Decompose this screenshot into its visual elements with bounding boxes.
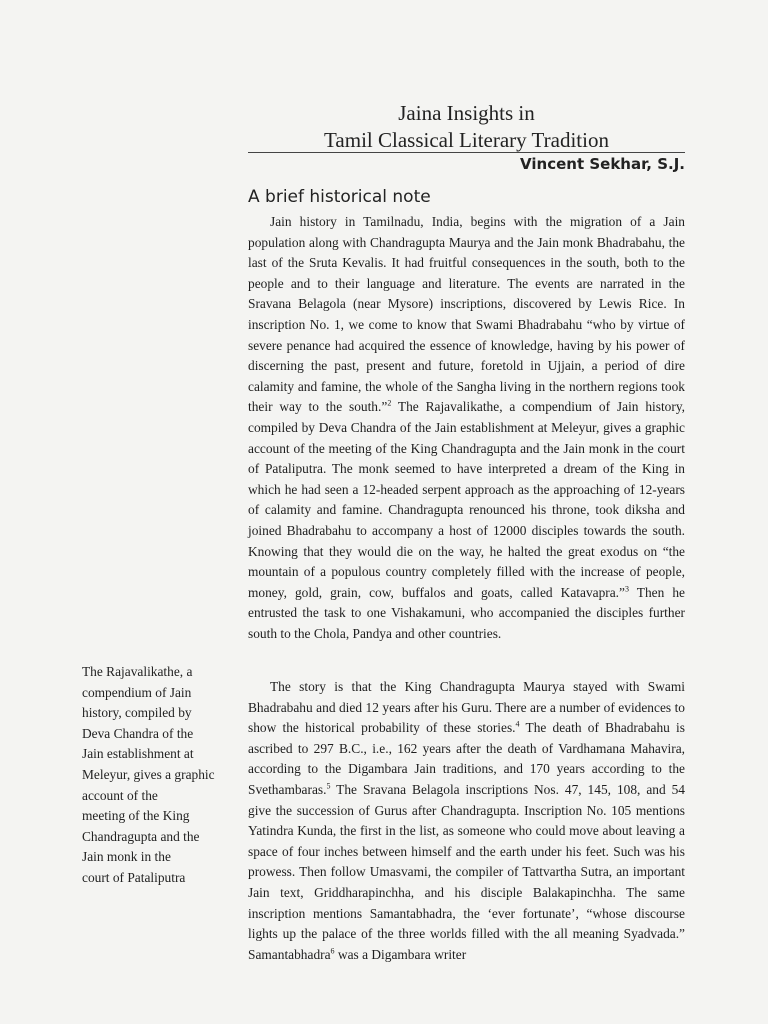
title-line-1: Jaina Insights in [398,101,535,125]
section-heading: A brief historical note [248,187,431,207]
pull-quote-line: meeting of the King [82,808,190,824]
paragraph-2-text-a: The story is that the King Chandragupta Maurya stayed with Swami Bhadrabahu and died 12 years after his Guru. There are a number of evidences to show the historical probability of these stories. [248,679,685,736]
pull-quote-line: Jain establishment at [82,746,194,762]
paragraph-1-text-a: Jain history in Tamilnadu, India, begins with the migration of a Jain population along with Chandragupta Maurya and the Jain monk Bhadrabahu, the last of the Sruta Kevalis. It had fruitful consequences in the south, both to the people and to their language and literature. The events are narrated in the Sravana Belagola (near Mysore) inscriptions, discovered by Lewis Rice. In inscription No. 1, we come to know that Swami Bhadrabahu “who by virtue of severe penance had acquired the essence of knowledge, having by his power of discerning the past, present and future, foretold in Ujjain, a period of dire calamity and famine, the whole of the Sangha living in the northern regions took their way to the south.” [248,214,685,415]
paragraph-2-text-c: The Sravana Belagola inscriptions Nos. 47, 145, 108, and 54 give the succession of Gurus after Chandragupta. Inscription No. 105 mentions Yatindra Kunda, the first in the list, as someone who could move about leaving a space of four inches between himself and the earth under his feet. Such was his prowess. Then follow Umasvami, the compiler of Tattvartha Sutra, an important Jain text, Griddharapinchha, and his disciple Balakapinchha. The same inscription mentions Samantabhadra, the ‘ever fortunate’, “whose discourse lights up the palace of the three worlds filled with the all meaning Syadvada.” Samantabhadra [248,781,685,962]
footnote-ref-2: 2 [387,398,392,408]
paragraph-1-text-c: Then he entrusted the task to one Vishakamuni, who accompanied the disciples further south to the Chola, Pandya and other countries. [248,584,685,641]
footnote-ref-3: 3 [624,584,629,594]
pull-quote-line: court of Pataliputra [82,869,186,885]
paragraph-1-text-b: The Rajavalikathe, a compendium of Jain history, compiled by Deva Chandra of the Jain establishment at Meleyur, gives a graphic account of the meeting of the King Chandragupta and the Jain monk in the court of Pataliputra. The monk seemed to have interpreted a dream of the King in which he had seen a 12-headed serpent approach as the approaching of 12-years of calamity and famine. Chandragupta renounced his throne, took diksha and joined Bhadrabahu to accompany a host of 12000 disciples towards the south. Knowing that they would die on the way, he halted the great exodus on “the mountain of a populous country completely filled with the increase of people, money, gold, grain, cow, buffalos and goats, called Katavapra.” [248,399,686,600]
article-title [248,100,685,154]
pull-quote-line: Deva Chandra of the [82,725,194,741]
pull-quote-line: Jain monk in the [82,849,171,865]
footnote-ref-6: 6 [330,946,335,956]
body-paragraph-2 [248,677,685,965]
author-name: Vincent Sekhar, S.J. [520,155,685,173]
body-paragraph-1 [248,212,685,644]
title-line-2: Tamil Classical Literary Tradition [324,128,609,152]
pull-quote-line: history, compiled by [82,705,192,721]
pull-quote-line: Meleyur, gives a graphic [82,766,215,782]
footnote-ref-5: 5 [326,781,331,791]
pull-quote-line: Chandragupta and the [82,828,200,844]
pull-quote-line: account of the [82,787,158,803]
footnote-ref-4: 4 [515,719,520,729]
pull-quote-line: The Rajavalikathe, a [82,664,193,679]
sidebar-pull-quote [82,662,232,889]
paragraph-2-text-d: was a Digambara writer [334,946,467,962]
title-rule [248,152,685,153]
paragraph-2-text-b: The death of Bhadrabahu is ascribed to 297 B.C., i.e., 162 years after the death of Vardhamana Mahavira, according to the Digambara Jain traditions, and 170 years according to the Svethambaras. [248,720,685,797]
pull-quote-line: compendium of Jain [82,684,192,700]
